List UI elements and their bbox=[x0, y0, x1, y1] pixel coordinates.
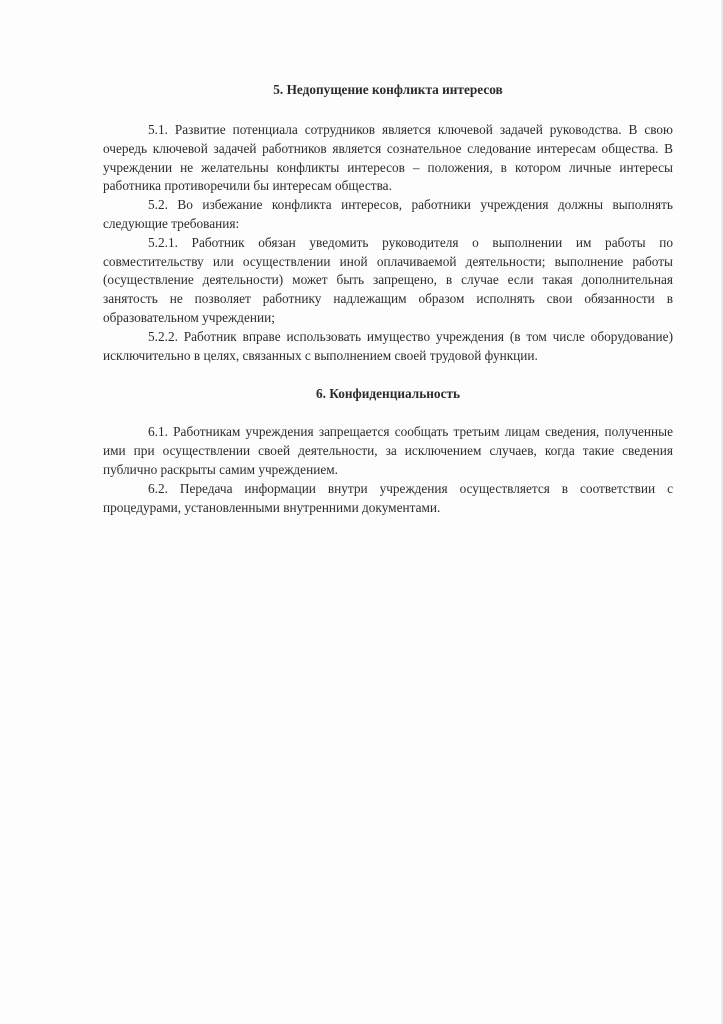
paragraph-5-1: 5.1. Развитие потенциала сотрудников является ключевой задачей руководства. В свою очередь ключевой задачей работников является сознательное следование интересам общества. В учреждении не желательны конфликты интересов – положения, в котором личные интересы работника противоречили бы интересам общества. bbox=[103, 122, 673, 194]
paragraph-5-2: 5.2. Во избежание конфликта интересов, работники учреждения должны выполнять следующие требования: bbox=[103, 197, 673, 231]
section-5-title: 5. Недопущение конфликта интересов bbox=[273, 82, 503, 97]
paragraph-6-2: 6.2. Передача информации внутри учреждения осуществляется в соответствии с процедурами, установленными внутренними документами. bbox=[103, 480, 673, 515]
document-body bbox=[103, 80, 673, 517]
paragraph-6-1: 6.1. Работникам учреждения запрещается сообщать третьим лицам сведения, полученные ими при осуществлении своей деятельности, за исключением случаев, когда такие сведения публично раскрыты самим учреждением. bbox=[103, 424, 673, 477]
paragraph-5-2-1: 5.2.1. Работник обязан уведомить руководителя о выполнении им работы по совместительству или осуществлении иной оплачиваемой деятельности; выполнение работы (осуществление деятельности) может быть запрещено, в случае если такая дополнительная занятость не позволяет работнику надлежащим образом исполнять свои обязанности в образовательном учреждении; bbox=[103, 234, 673, 325]
paragraph-5-2-2: 5.2.2. Работник вправе использовать имущество учреждения (в том числе оборудование) исключительно в целях, связанных с выполнением своей трудовой функции. bbox=[103, 328, 673, 363]
section-6-title: 6. Конфиденциальность bbox=[315, 386, 461, 402]
